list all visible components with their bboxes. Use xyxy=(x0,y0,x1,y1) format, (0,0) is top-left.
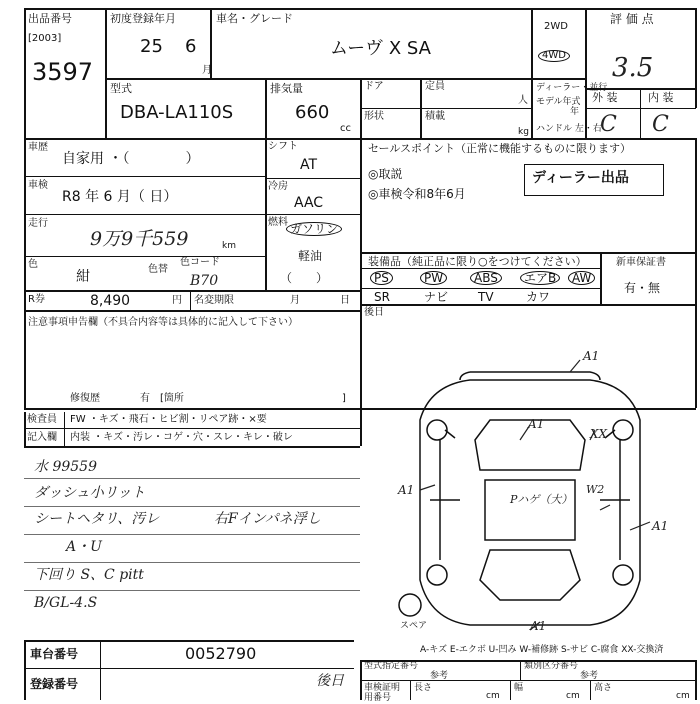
yen-unit: 円 xyxy=(172,295,182,306)
reg-expiry-month: 月 xyxy=(290,295,300,306)
lot-sub-number: [2003] xyxy=(28,33,62,44)
damage-mark: A1 xyxy=(398,483,415,497)
damage-mark: A1 xyxy=(652,519,669,533)
damage-mark: XX xyxy=(590,427,608,441)
repair-history-value: 有 xyxy=(140,393,150,404)
color-label: 色 xyxy=(28,259,38,270)
model-code: DBA-LA110S xyxy=(120,102,234,123)
equipment-pw: PW xyxy=(420,271,447,285)
displacement: 660 xyxy=(295,102,330,123)
color-change-label: 色替 xyxy=(148,264,168,275)
drive-2wd: 2WD xyxy=(544,21,568,32)
height-label: 高さ xyxy=(594,683,613,693)
equipment-aw: AW xyxy=(568,271,595,285)
checker-row: FW ・キズ・飛石・ヒビ割・リペア跡・×要 xyxy=(70,414,267,425)
cert-type-label: 車検証明用番号 xyxy=(364,683,401,703)
reg-expiry-label: 名変期限 xyxy=(194,295,234,306)
model-year-label: モデル年式 xyxy=(536,97,581,107)
checker-label: 検査員 xyxy=(27,414,57,425)
exterior-label: 外 装 xyxy=(592,91,618,104)
notes-title: 注意事項申告欄（不具合内容等は具体的に記入して下さい） xyxy=(28,317,298,328)
capacity-label: 定員 xyxy=(425,81,445,92)
kg-unit: kg xyxy=(518,127,529,137)
history-label: 車歴 xyxy=(28,142,48,153)
color-value: 紺 xyxy=(76,269,90,285)
damage-legend: A-キズ E-エクボ U-凹み W-補修跡 S-サビ C-腐食 XX-交換済 xyxy=(420,645,664,655)
warranty-label: 新車保証書 xyxy=(616,257,666,268)
year-unit: 年 xyxy=(570,107,580,117)
inspection-label: 車検 xyxy=(28,180,48,191)
registration-month: 6 xyxy=(185,36,197,57)
equipment-leather: カワ xyxy=(526,290,551,304)
displacement-label: 排気量 xyxy=(270,82,303,95)
inspection-value: R8 年 6 月（ 日） xyxy=(62,189,178,205)
first-registration-label: 初度登録年月 xyxy=(110,12,176,25)
repair-history-label: 修復歴 xyxy=(70,393,100,404)
lot-number: 3597 xyxy=(32,58,94,86)
cc-unit: cc xyxy=(340,123,351,134)
damage-mark: A1 xyxy=(583,349,600,363)
reg-expiry-day: 日 xyxy=(340,295,350,306)
interior-grade: C xyxy=(652,112,669,137)
drive-4wd: 4WD xyxy=(538,50,570,62)
handwritten-note: A・U xyxy=(66,539,102,555)
equipment-title: 装備品（純正品に限り○をつけてください） xyxy=(368,255,587,268)
shape-label: 形状 xyxy=(364,111,384,122)
cert-label: 型式指定番号 xyxy=(364,661,419,671)
ac-label: 冷房 xyxy=(268,181,288,192)
equipment-ps: PS xyxy=(370,271,393,285)
interior-label: 内 装 xyxy=(648,91,674,104)
dealer-parallel-label: ディーラー・並行 xyxy=(536,83,608,93)
model-type-label: 型式 xyxy=(110,82,132,95)
sales-point-item: ◎取説 xyxy=(368,167,403,181)
warranty-value: 有・無 xyxy=(624,281,661,295)
fuel-gasoline: ガソリン xyxy=(286,222,342,236)
class-ref: 参考 xyxy=(580,671,599,681)
history-value: 自家用 ・（ ） xyxy=(62,151,200,167)
handwritten-note: 下回り S、C pitt xyxy=(34,567,144,583)
fuel-diesel: 軽油 xyxy=(298,249,323,263)
registration-label: 登録番号 xyxy=(30,677,79,691)
car-name-label: 車名・グレード xyxy=(216,12,293,25)
length-unit: cm xyxy=(486,691,500,701)
damage-mark: A1 xyxy=(530,619,547,633)
chassis-label: 車台番号 xyxy=(30,647,79,661)
fuel-other: （ ） xyxy=(280,271,329,285)
handwritten-note: 水 99559 xyxy=(34,459,97,475)
recycle-value: 8,490 xyxy=(90,293,131,309)
equipment-sr: SR xyxy=(374,290,390,304)
registration-year: 25 xyxy=(140,36,163,57)
color-code-label: 色コード xyxy=(180,257,220,268)
shift-value: AT xyxy=(300,157,318,173)
chassis-number: 0052790 xyxy=(185,644,257,663)
record-label: 記入欄 xyxy=(27,432,57,443)
ac-value: AAC xyxy=(294,195,324,211)
cert-ref: 参考 xyxy=(430,671,449,681)
handle-label: ハンドル 左・右 xyxy=(536,124,602,134)
bracket: ] xyxy=(342,393,346,404)
person-unit: 人 xyxy=(518,95,528,106)
load-label: 積載 xyxy=(425,111,445,122)
record-row: 内装 ・キズ・汚レ・コゲ・穴・スレ・キレ・破レ xyxy=(70,432,293,443)
sales-point-item: ◎車検令和8年6月 xyxy=(368,187,466,201)
mileage-value: 9万9千559 xyxy=(90,228,189,250)
width-label: 幅 xyxy=(514,683,524,693)
mileage-label: 走行 xyxy=(28,218,48,229)
score-label: 評 価 点 xyxy=(610,12,654,26)
handwritten-side-note: 右Fインパネ浮し xyxy=(214,511,321,527)
handwritten-note: シートヘタリ、汚レ xyxy=(34,511,160,527)
after-label: 後日 xyxy=(364,307,384,318)
model-name: ムーヴ X SA xyxy=(330,38,431,59)
dealer-badge: ディーラー出品 xyxy=(532,170,629,186)
handwritten-note: B/GL-4.S xyxy=(34,595,98,611)
width-unit: cm xyxy=(566,691,580,701)
score-value: 3.5 xyxy=(612,53,654,83)
shift-label: シフト xyxy=(268,141,298,152)
fuel-label: 燃料 xyxy=(268,217,288,228)
spare-tire-label: スペア xyxy=(400,621,428,631)
recycle-label: R券 xyxy=(28,294,45,305)
damage-mark: W2 xyxy=(586,483,605,496)
registration-handwritten: 後日 xyxy=(316,673,344,689)
handwritten-note: ダッシュ小リット xyxy=(34,485,146,501)
equipment-airbag: エアB xyxy=(520,271,560,285)
color-code-value: B70 xyxy=(190,273,219,289)
km-unit: km xyxy=(222,241,236,251)
length-label: 長さ xyxy=(414,683,433,693)
sales-points-title: セールスポイント（正常に機能するものに限ります） xyxy=(368,142,632,155)
month-unit: 月 xyxy=(202,65,212,76)
damage-mark: Pハゲ（大） xyxy=(510,493,573,506)
height-unit: cm xyxy=(676,691,690,701)
lot-number-label: 出品番号 xyxy=(28,12,72,25)
equipment-tv: TV xyxy=(478,290,494,304)
damage-mark: A1 xyxy=(528,417,545,431)
exterior-grade: C xyxy=(600,112,617,137)
repair-location-label: [箇所 xyxy=(160,393,184,404)
equipment-abs: ABS xyxy=(470,271,502,285)
door-label: ドア xyxy=(364,81,384,92)
equipment-navi: ナビ xyxy=(424,290,449,304)
class-label: 類別区分番号 xyxy=(524,661,579,671)
